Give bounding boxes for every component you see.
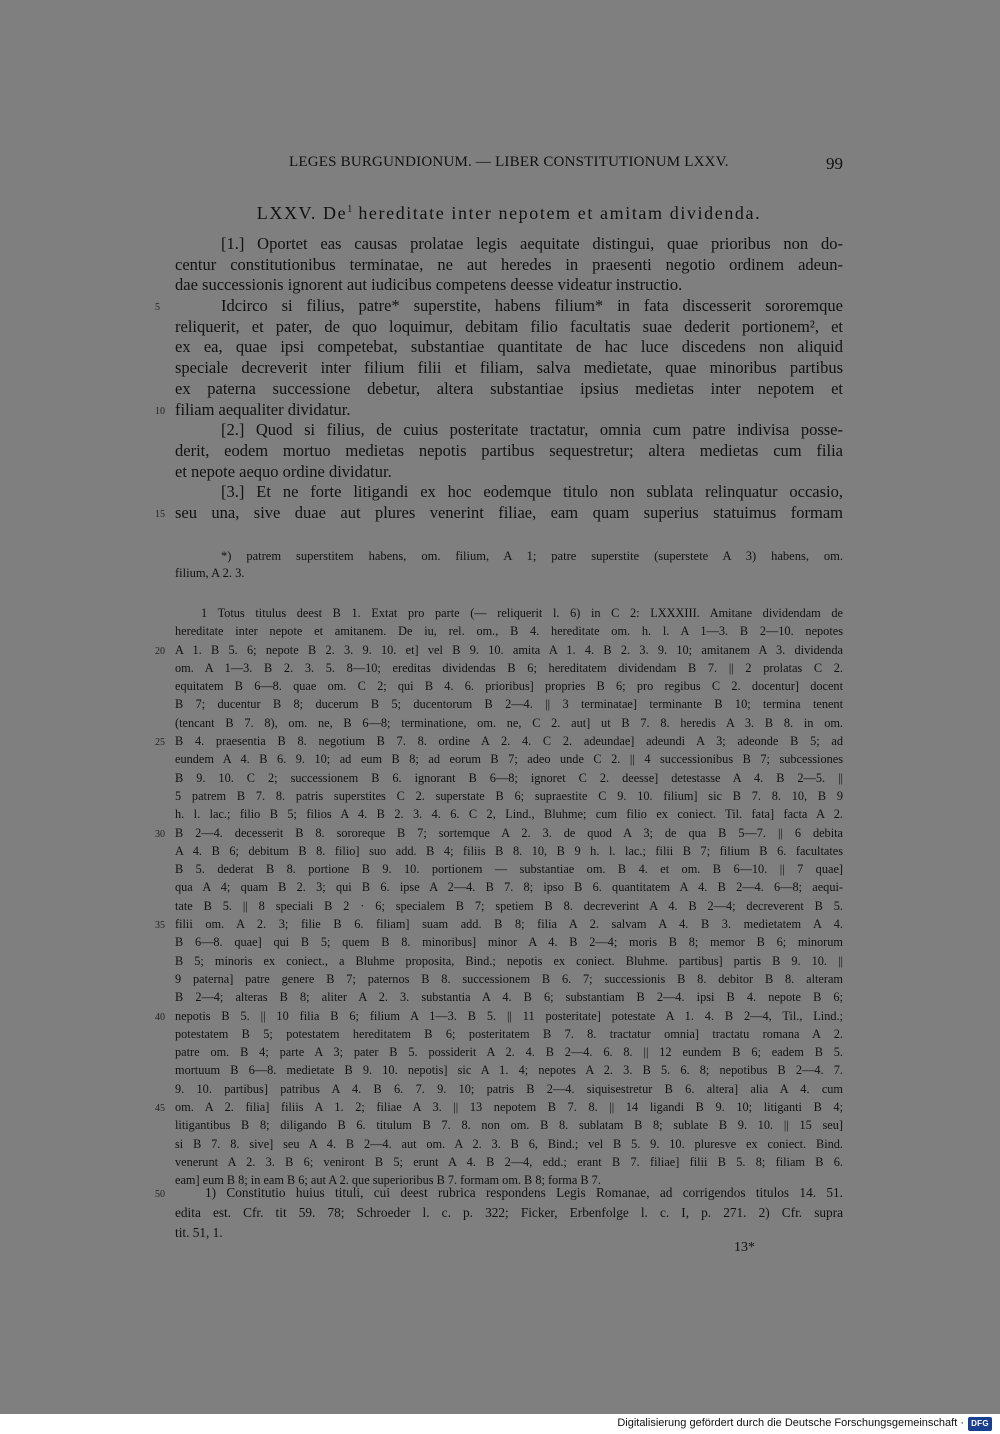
apparatus-line-text: B 2—4. decesserit B 8. sororeque B 7; sortemque A 2. 3. de quod A 3; de qua B 5—7. || 6 debita	[175, 825, 843, 840]
line-number: 15	[155, 508, 165, 520]
footnote-line: tit. 51, 1.	[175, 1225, 223, 1240]
apparatus-line: si B 7. 8. sive] seu A 4. B 2—4. aut om. A 2. 3. B 6, Bind.; vel B 5. 9. 10. pluresve ex coniect. Bind.	[175, 1136, 843, 1151]
body-line: [1.] Oportet eas causas prolatae legis aequitate distingui, quae prioribus non do-	[221, 234, 843, 253]
apparatus-line: equitatem B 6—8. quae om. C 2; qui B 4. 6. prioribus] propries B 6; pro regibus C 2. docentur] docent	[175, 679, 843, 694]
body-line: [2.] Quod si filius, de cuius posteritate tractatur, omnia cum patre indivisa posse-	[221, 420, 843, 440]
apparatus-line: 1 Totus titulus deest B 1. Extat pro parte (— reliquerit l. 6) in C 2: LXXXIII. Amitane dividendam de	[201, 606, 843, 620]
chapter-title-start: LXXV. De	[256, 203, 348, 223]
line-number: 50	[155, 1189, 165, 1200]
apparatus-line-text: B 4. praesentia B 8. negotium B 7. 8. ordine A 2. 4. C 2. adeundae] adeundi A 3; adeonde B 5; ad	[175, 734, 843, 749]
body-line: ex ea, quae ipsi competebat, substantiae quantitate de hac luce discedens non aliquid	[175, 337, 843, 357]
apparatus-line-text: filii om. A 2. 3; filie B 6. filiam] suam add. B 8; filia A 2. salvam A 4. B 3. medietatem A 4.	[175, 917, 843, 932]
line-number: 45	[155, 1103, 165, 1115]
apparatus-line-text: om. A 2. filia] filiis A 1. 2; filiae A 3. || 13 nepotem B 7. 8. || 14 ligandi B 9. 10; litiganti B 4;	[175, 1100, 843, 1115]
page-header	[175, 152, 843, 176]
apparatus-line	[155, 1098, 843, 1116]
line-number: 10	[155, 405, 165, 417]
signature-mark: 13*	[734, 1240, 755, 1255]
apparatus-line: B 6—8. quae] qui B 5; quem B 8. minoribus] minor A 4. B 2—4; moris B 8; memor B 6; minorum	[175, 935, 843, 950]
apparatus-line: B 9. 10. C 2; successionem B 6. ignorant B 6—8; ignoret C 2. deesse] detestasse A 4. B 2—5. ||	[175, 770, 843, 785]
dfg-credit-text[interactable]: Digitalisierung gefördert durch die Deutsche Forschungsgemeinschaft ·	[617, 1417, 964, 1429]
body-line: centur constitutionibus terminatae, ne aut heredes in praesenti negotio ordinem adeun-	[175, 254, 843, 274]
footnote-line-text: 1) Constitutio huius tituli, cui deest rubrica respondens Legis Romanae, ad corrigendos titulos 14. 51.	[205, 1185, 843, 1200]
apparatus-line: venerunt A 2. 3. B 6; veniront B 5; erunt A 4. B 2—4, edd.; erant B 7. filiae] filii B 5. 8; filiam B 6.	[175, 1154, 843, 1169]
footnote-line: edita est. Cfr. tit 59. 78; Schroeder l. c. p. 322; Ficker, Erbenfolge l. c. I, p. 271. 2) Cfr. supra	[175, 1205, 843, 1220]
dfg-footer-bar	[0, 1414, 1000, 1434]
chapter-title	[175, 203, 843, 224]
apparatus-line: 9 paterna] patre genere B 7; paternos B 8. successionem B 6. 7; successionis B 8. debitor B 8. alteram	[175, 971, 843, 986]
body-line: derit, eodem mortuo medietas nepotis partibus sequestretur; altera medietas cum filia	[175, 440, 843, 460]
apparatus-line: B 2—4; alteras B 8; aliter A 2. 3. substantia A 4. B 6; substantiam B 2—4. ipsi B 4. nepote B 6;	[175, 990, 843, 1005]
apparatus-line: qua A 4; quam B 2. 3; qui B 6. ipse A 2—4. B 7. 8; ipso B 6. quantitatem A 4. B 2—4. 6—8; aequi-	[175, 880, 843, 895]
apparatus-line: eundem A 4. B 6. 9. 10; ad eum B 8; ad eorum B 7; adeo unde C 2. || 4 successionibus B 7; subcessiones	[175, 752, 843, 767]
line-number: 30	[155, 828, 165, 840]
body-line: reliquerit, et pater, de quo loquimur, debitam filio facultatis suae dederit portionem², et	[175, 316, 843, 336]
apparatus-line	[155, 732, 843, 750]
running-head: LEGES BURGUNDIONUM. — LIBER CONSTITUTIONUM LXXV.	[289, 154, 729, 170]
line-number: 35	[155, 920, 165, 932]
apparatus-line	[155, 915, 843, 933]
apparatus-line-text: A 1. B 5. 6; nepote B 2. 3. 9. 10. et] vel B 9. 10. amita A 1. 4. B 2. 3. 9. 10; amitanem A 3. dividenda	[175, 642, 843, 657]
footnote-marker: 1	[347, 204, 353, 215]
apparatus-line: patre om. B 4; parte A 3; pater B 5. possiderit A 2. 4. B 2—4. 6. 8. || 12 eundem B 6; eadem B 5.	[175, 1045, 843, 1060]
apparatus-line: om. A 1—3. B 2. 3. 5. 8—10; ereditas dividendas B 6; hereditatem dividendam B 7. || 2 prolatas C 2.	[175, 660, 843, 675]
body-line: et nepote aequo ordine dividatur.	[175, 461, 392, 481]
body-line	[155, 399, 843, 421]
apparatus-line: A 4. B 6; debitum B 8. filio] suo add. B 4; filiis B 8. 10, B 9 h. l. lac.; filii B 7; filium B 6. facultates	[175, 843, 843, 858]
apparatus-line: 9. 10. partibus] patribus A 4. B 6. 7. 9. 10; patris B 2—4. siquisestretur B 6. altera] alia A 4. cum	[175, 1081, 843, 1096]
apparatus-line: B 5. dederat B 8. portione B 9. 10. portionem — substantiae om. B 4. et om. B 6—10. || 7 quae]	[175, 862, 843, 877]
apparatus-line: eam] eum B 8; in eam B 6; aut A 2. que superioribus B 7. formam om. B 8; forma B 7.	[175, 1173, 601, 1188]
star-note-line: *) patrem superstitem habens, om. filium, A 1; patre superstite (superstete A 3) habens, om.	[221, 549, 843, 563]
body-line-text: Idcirco si filius, patre* superstite, habens filium* in fata discesserit sororemque	[221, 296, 843, 316]
chapter-title-rest: hereditate inter nepotem et amitam dividenda.	[352, 203, 762, 223]
body-line-text: filiam aequaliter dividatur.	[175, 399, 351, 419]
critical-apparatus	[155, 604, 843, 1190]
apparatus-line: mortuum B 6—8. medietate B 9. 10. nepotis] sic A 1. 4; nepotes A 2. 3. B 5. 6. 8; nepotibus B 2—4. 7.	[175, 1063, 843, 1078]
apparatus-line	[155, 1007, 843, 1025]
dfg-logo-icon[interactable]: DFG	[968, 1417, 992, 1431]
page-number: 99	[826, 154, 843, 173]
body-line: dae successionis ignorent aut iudicibus competens deesse videatur instructio.	[175, 275, 683, 295]
apparatus-line	[155, 824, 843, 842]
line-number: 40	[155, 1011, 165, 1023]
apparatus-line: potestatem B 5; potestatem hereditatem B 6; posteritatem B 7. 8. tractatur omnia] tractatu romana A 2.	[175, 1026, 843, 1041]
footnotes	[155, 1183, 843, 1243]
body-line-text: seu una, sive duae aut plures venerint filiae, eam quam superius statuimus formam	[175, 502, 843, 522]
body-text	[155, 234, 843, 524]
body-line: [3.] Et ne forte litigandi ex hoc eodemque titulo non sublata relinquatur occasio,	[221, 482, 843, 502]
body-line	[155, 502, 843, 524]
star-note	[175, 548, 843, 582]
apparatus-line: hereditate inter nepote et amitanem. De iu, rel. om., B 4. hereditate om. h. l. A 1—3. B 2—10. nepotes	[175, 624, 843, 639]
body-line	[155, 296, 843, 317]
apparatus-line: h. l. lac.; filio B 5; filios A 4. B 2. 3. 4. 6. C 2, Lind., Bluhme; cum filio ex coniect. Til. fata] facta A 2.	[175, 807, 843, 822]
line-number: 5	[155, 302, 160, 314]
star-note-line: filium, A 2. 3.	[175, 566, 245, 580]
apparatus-line	[155, 641, 843, 659]
apparatus-line: B 5; minoris ex coniect., a Bluhme proposita, Bind.; nepotis ex coniect. Bluhme. partibus] partis B 9. 10. ||	[175, 953, 843, 968]
apparatus-line-text: nepotis B 5. || 10 filia B 6; filium A 1—3. B 5. || 11 posteritate] potestate A 1. 4. B 2—4, Til., Lind.;	[175, 1008, 843, 1023]
apparatus-line: (tencant B 7. 8), om. ne, B 6—8; terminatione, om. ne, C 2. aut] ut B 7. 8. heredis A 3. B 8. in om.	[175, 715, 843, 730]
apparatus-line: tate B 5. || 8 speciali B 2 · 6; specialem B 7; spetiem B 8. decreverint A 4. B 2—4; decreverent B 5.	[175, 898, 843, 913]
apparatus-line: 5 patrem B 7. 8. patris superstites C 2. superstate B 6; supraestite C 9. 10. filium] sic B 7. 8. 10, B 9	[175, 788, 843, 803]
line-number: 25	[155, 737, 165, 749]
line-number: 20	[155, 645, 165, 657]
apparatus-line: B 7; ducentur B 8; ducerum B 5; ducentorum B 2—4. || 3 terminatae] terminante B 10; termina tenent	[175, 697, 843, 712]
body-line: ex paterna successione debetur, altera substantiae ipsius medietas inter nepotem et	[175, 378, 843, 398]
body-line: speciale decreverit inter filium filii et filiam, salva medietate, quae minoribus partibus	[175, 358, 843, 378]
apparatus-line: litigantibus B 8; diligando B 6. titulum B 7. 8. non om. B 8. sublatam B 8; sublate B 9. 10. || 15 seu]	[175, 1118, 843, 1133]
footnote-line	[155, 1183, 843, 1203]
